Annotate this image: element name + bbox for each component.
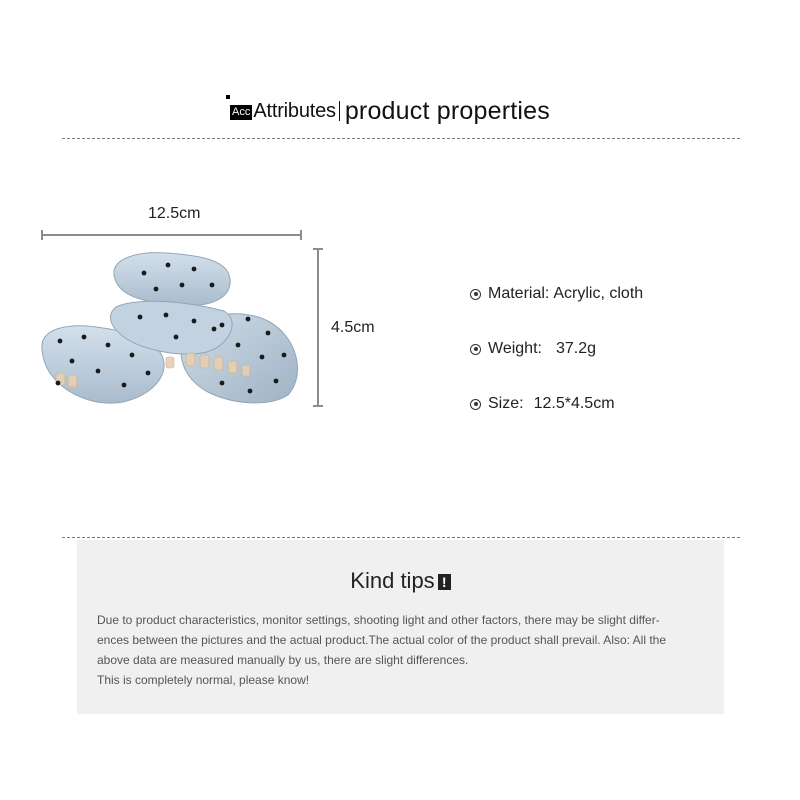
spec-value: 37.2g [555, 340, 596, 357]
width-dimension-label: 12.5cm [148, 205, 201, 222]
spec-label: Material: [488, 285, 550, 302]
kind-tips-panel [77, 540, 724, 714]
tips-line: This is completely normal, please know! [97, 673, 310, 687]
tips-body [97, 610, 712, 690]
tips-line: ences between the pictures and the actual product.The actual color of the product shall prevail. Also: All the [97, 633, 667, 647]
spec-size [470, 395, 615, 413]
tips-line: above data are measured manually by us, there are slight differences. [97, 653, 469, 667]
height-dimension-cap-bottom [313, 405, 323, 407]
header-divider [339, 101, 340, 121]
width-dimension-cap-right [300, 230, 302, 240]
tips-title-row [77, 568, 724, 594]
height-dimension-cap-top [313, 248, 323, 250]
section-header [0, 94, 800, 128]
warning-icon: ! [438, 574, 451, 590]
header-badge: Acc [232, 105, 251, 118]
target-bullet-icon [470, 289, 481, 300]
tips-title: Kind tips [350, 568, 435, 593]
height-dimension-label: 4.5cm [331, 319, 375, 336]
page-title: product properties [344, 96, 550, 125]
spec-value: 12.5*4.5cm [533, 395, 615, 412]
hair-claw-clip-icon [36, 245, 306, 410]
height-dimension-line [317, 249, 319, 406]
section-divider-dashed [62, 537, 740, 538]
target-bullet-icon [470, 344, 481, 355]
spec-value: Acrylic, cloth [553, 285, 644, 302]
spec-weight [470, 340, 596, 358]
spec-label: Weight: [488, 340, 542, 357]
target-bullet-icon [470, 399, 481, 410]
spec-material [470, 285, 643, 303]
width-dimension-cap-left [41, 230, 43, 240]
tips-line: Due to product characteristics, monitor settings, shooting light and other factors, there may be slight differ- [97, 613, 660, 627]
spec-label: Size: [488, 395, 524, 412]
header-attributes-label: Attributes [253, 99, 336, 122]
width-dimension-line [42, 234, 302, 236]
header-divider-dashed [62, 138, 740, 139]
